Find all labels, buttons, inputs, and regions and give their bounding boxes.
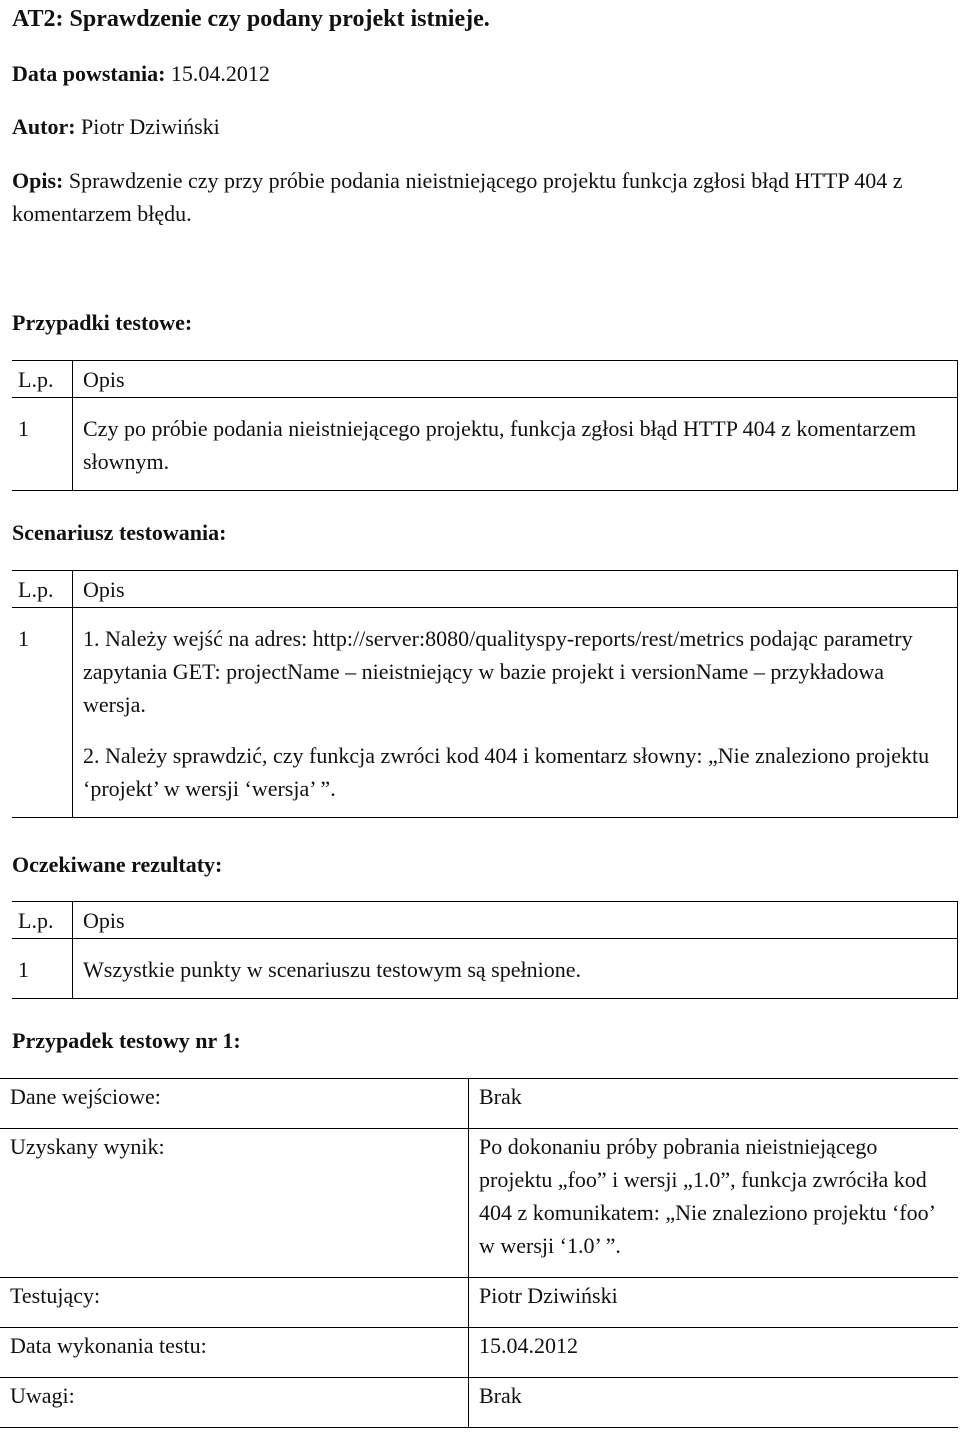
scenario-title: Scenariusz testowania: <box>12 520 227 545</box>
row-no: 1 <box>12 939 73 999</box>
input-value: Brak <box>469 1079 959 1129</box>
row-steps <box>73 608 958 818</box>
test-cases-title: Przypadki testowe: <box>12 310 193 335</box>
tester-label: Testujący: <box>0 1278 469 1328</box>
scenario-step-2: 2. Należy sprawdzić, czy funkcja zwróci kod 404 i komentarz słowny: „Nie znaleziono projektu ‘projekt’ w wersji ‘wersja’ ”. <box>83 743 930 801</box>
col-desc-header: Opis <box>73 571 958 608</box>
col-no-header: L.p. <box>12 571 73 608</box>
table-header-row <box>12 571 958 608</box>
created-value: 15.04.2012 <box>170 61 270 86</box>
tester-value: Piotr Dziwiński <box>469 1278 959 1328</box>
col-no-header: L.p. <box>12 361 73 398</box>
case1-table <box>0 1078 958 1428</box>
row-desc: Czy po próbie podania nieistniejącego projektu, funkcja zgłosi błąd HTTP 404 z komentarzem słownym. <box>73 398 958 491</box>
table-row <box>12 398 958 491</box>
date-value: 15.04.2012 <box>469 1328 959 1378</box>
table-row <box>0 1328 958 1378</box>
author-value: Piotr Dziwiński <box>81 114 220 139</box>
expected-title: Oczekiwane rezultaty: <box>12 852 223 877</box>
result-label: Uzyskany wynik: <box>0 1129 469 1278</box>
table-row <box>12 939 958 999</box>
author-line <box>12 110 220 143</box>
table-header-row <box>12 361 958 398</box>
created-label: Data powstania: <box>12 61 166 86</box>
notes-value: Brak <box>469 1378 959 1428</box>
table-header-row <box>12 902 958 939</box>
table-row <box>0 1378 958 1428</box>
expected-table <box>12 901 958 999</box>
page-title: AT2: Sprawdzenie czy podany projekt istnieje. <box>12 6 490 32</box>
case1-title: Przypadek testowy nr 1: <box>12 1028 241 1053</box>
test-cases-table <box>12 360 958 491</box>
description-label: Opis: <box>12 168 64 193</box>
scenario-step-1: 1. Należy wejść na adres: http://server:8080/qualityspy-reports/rest/metrics podając parametry zapytania GET: projectName – nieistniejący w bazie projekt i versionName – przykładowa wersja. <box>83 626 913 717</box>
input-label: Dane wejściowe: <box>0 1079 469 1129</box>
table-row <box>0 1278 958 1328</box>
col-desc-header: Opis <box>73 902 958 939</box>
author-label: Autor: <box>12 114 76 139</box>
description-line <box>12 164 932 230</box>
date-label: Data wykonania testu: <box>0 1328 469 1378</box>
result-value: Po dokonaniu próby pobrania nieistniejącego projektu „foo” i wersji „1.0”, funkcja zwróciła kod 404 z komunikatem: „Nie znaleziono projektu ‘foo’ w wersji ‘1.0’ ”. <box>469 1129 959 1278</box>
notes-label: Uwagi: <box>0 1378 469 1428</box>
col-desc-header: Opis <box>73 361 958 398</box>
col-no-header: L.p. <box>12 902 73 939</box>
created-line <box>12 57 270 90</box>
table-row <box>12 608 958 818</box>
description-value: Sprawdzenie czy przy próbie podania nieistniejącego projektu funkcja zgłosi błąd HTTP 404 z komentarzem błędu. <box>12 168 903 226</box>
scenario-table <box>12 570 958 818</box>
row-desc: Wszystkie punkty w scenariuszu testowym są spełnione. <box>73 939 958 999</box>
table-row <box>0 1129 958 1278</box>
row-no: 1 <box>12 608 73 818</box>
table-row <box>0 1079 958 1129</box>
row-no: 1 <box>12 398 73 491</box>
